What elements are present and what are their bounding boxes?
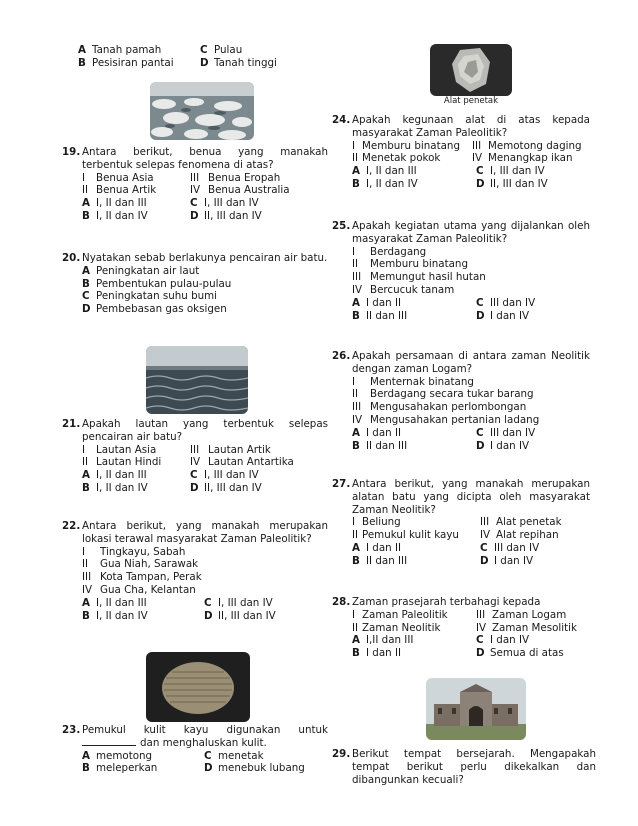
option-b[interactable]: B <box>352 177 360 190</box>
option-b[interactable]: B <box>352 554 360 567</box>
option-c[interactable]: C <box>476 634 484 647</box>
ice-floes-photo <box>150 82 254 140</box>
option-a[interactable]: A <box>82 596 90 609</box>
option-c[interactable]: C <box>204 596 212 609</box>
alat-penetak-caption: Alat penetak <box>443 96 499 106</box>
question-text: Apakah persamaan di antara zaman Neolitik dengan zaman Logam? <box>352 350 590 375</box>
option-d[interactable]: D <box>190 209 199 222</box>
historical-gate-photo <box>426 678 526 740</box>
question-text: Zaman prasejarah terbahagi kepada <box>352 596 541 608</box>
option-b[interactable]: B <box>352 439 360 452</box>
option-c[interactable]: C <box>476 296 484 309</box>
question-number: 27. <box>332 478 351 490</box>
option-c[interactable]: C <box>476 165 484 178</box>
option-b[interactable]: B <box>82 481 90 494</box>
question-27: 27. Antara berikut, yang manakah merupakan alatan batu yang dicipta oleh masyarakat Zaman Neolitik? I Beliung III Alat penetak II Pemukul kulit kayu IV Alat repihan A I dan II C III dan IV B II dan III D I dan IV <box>332 478 590 567</box>
question-21: 21. Apakah lautan yang terbentuk selepas pencairan air batu? I Lautan Asia III Lautan Artik II Lautan Hindi IV Lautan Antartika A I, II dan III C I, III dan IV B I, II dan IV D II, III dan IV <box>62 418 328 494</box>
option-a[interactable]: A <box>82 264 90 277</box>
question-number: 24. <box>332 114 351 126</box>
option-b[interactable]: B <box>352 309 360 322</box>
sea-photo <box>146 346 248 414</box>
question-text: Antara berikut, benua yang manakah terbentuk selepas fenomena di atas? <box>82 146 328 171</box>
option-a[interactable]: A <box>352 634 360 647</box>
option-a[interactable]: A <box>352 541 360 554</box>
question-number: 21. <box>62 418 81 430</box>
option-b[interactable]: B <box>82 277 90 290</box>
question-text: Apakah lautan yang terbentuk selepas pencairan air batu? <box>82 418 328 443</box>
question-22: 22. Antara berikut, yang manakah merupakan lokasi terawal masyarakat Zaman Paleolitik? I Tingkayu, Sabah II Gua Niah, Sarawak III Kota Tampan, Perak IV Gua Cha, Kelantan A I, II dan III C I, III dan IV B I, II dan IV D II, III dan IV <box>62 520 328 622</box>
option-a[interactable]: A <box>352 165 360 178</box>
bark-beater-photo <box>146 652 250 722</box>
option-d[interactable]: D <box>476 647 485 660</box>
question-text: Apakah kegunaan alat di atas kepada masyarakat Zaman Paleolitik? <box>352 114 590 139</box>
question-24: 24. Apakah kegunaan alat di atas kepada masyarakat Zaman Paleolitik? I Memburu binatang III Memotong daging II Menetak pokok IV Menangkap ikan A I, II dan III C I, III dan IV B I, II dan IV D II, III dan IV <box>332 114 590 190</box>
option-b[interactable]: B <box>82 609 90 622</box>
option-b[interactable]: B <box>352 647 360 660</box>
option-c[interactable]: C <box>190 469 198 482</box>
option-d[interactable]: D <box>82 303 91 316</box>
option-c[interactable]: C <box>190 197 198 210</box>
option-d[interactable]: D <box>480 554 489 567</box>
q18-options: A Tanah pamah C Pulau B Pesisiran pantai D Tanah tinggi <box>78 44 277 69</box>
question-number: 25. <box>332 220 351 232</box>
question-29 <box>332 748 596 786</box>
question-23: 23. Pemukul kulit kayu digunakan untuk dan menghaluskan kulit. A memotong C menetak B meleperkan D menebuk lubang <box>62 724 328 775</box>
option-d[interactable]: D <box>190 481 199 494</box>
question-26: 26. Apakah persamaan di antara zaman Neolitik dengan zaman Logam? I Menternak binatang II Berdagang secara tukar barang III Mengusahakan perlombongan IV Mengusahakan pertanian ladang A I dan II C III dan IV B II dan III D I dan IV <box>332 350 590 452</box>
option-c[interactable]: C <box>480 541 488 554</box>
option-b[interactable]: B <box>82 762 90 775</box>
option-d[interactable]: D <box>476 439 485 452</box>
question-number: 23. <box>62 724 81 736</box>
question-text: Antara berikut, yang manakah merupakan alatan batu yang dicipta oleh masyarakat Zaman Neolitik? <box>352 478 590 516</box>
question-number: 20. <box>62 252 81 264</box>
question-19: 19. Antara berikut, benua yang manakah terbentuk selepas fenomena di atas? I Benua Asia III Benua Eropah II Benua Artik IV Benua Australia A I, II dan III C I, III dan IV B I, II dan IV D II, III dan IV <box>62 146 328 222</box>
question-number: 26. <box>332 350 351 362</box>
question-number: 28. <box>332 596 351 608</box>
question-text: Apakah kegiatan utama yang dijalankan oleh masyarakat Zaman Paleolitik? <box>352 220 590 245</box>
option-a[interactable]: A <box>82 749 90 762</box>
option-c[interactable]: C <box>82 290 90 303</box>
option-a[interactable]: A <box>352 426 360 439</box>
option-c[interactable]: C <box>204 749 212 762</box>
question-number: 19. <box>62 146 81 158</box>
question-28: 28. Zaman prasejarah terbahagi kepada I Zaman Paleolitik III Zaman Logam II Zaman Neolitik IV Zaman Mesolitik A I,II dan III C I dan IV B I dan II D Semua di atas <box>332 596 590 660</box>
option-a[interactable]: A <box>82 197 90 210</box>
option-d[interactable]: D <box>476 177 485 190</box>
stone-chopper-photo <box>430 44 512 96</box>
option-d[interactable]: D <box>476 309 485 322</box>
question-25: 25. Apakah kegiatan utama yang dijalankan oleh masyarakat Zaman Paleolitik? I Berdagang II Memburu binatang III Memungut hasil hutan IV Bercucuk tanam A I dan II C III dan IV B II dan III D I dan IV <box>332 220 590 322</box>
question-text: Pemukul kulit kayu digunakan untuk <box>82 724 328 736</box>
question-text: Berikut tempat bersejarah. Mengapakah tempat berikut perlu dikekalkan dan dibangunkan kecuali? <box>352 748 596 786</box>
question-text: Nyatakan sebab berlakunya pencairan air batu. <box>82 252 328 264</box>
question-number: 29. <box>332 748 351 760</box>
question-text: Antara berikut, yang manakah merupakan lokasi terawal masyarakat Zaman Paleolitik? <box>82 520 328 545</box>
option-a[interactable]: A <box>352 296 360 309</box>
option-a[interactable]: A <box>82 469 90 482</box>
option-c[interactable]: C <box>476 426 484 439</box>
option-b[interactable]: B <box>82 209 90 222</box>
option-d[interactable]: D <box>204 609 213 622</box>
question-number: 22. <box>62 520 81 532</box>
question-20: 20. Nyatakan sebab berlakunya pencairan air batu. A Peningkatan air laut B Pembentukan pulau-pulau C Peningkatan suhu bumi D Pembebasan gas oksigen <box>62 252 328 316</box>
option-d[interactable]: D <box>204 762 213 775</box>
answer-blank[interactable] <box>82 737 136 746</box>
